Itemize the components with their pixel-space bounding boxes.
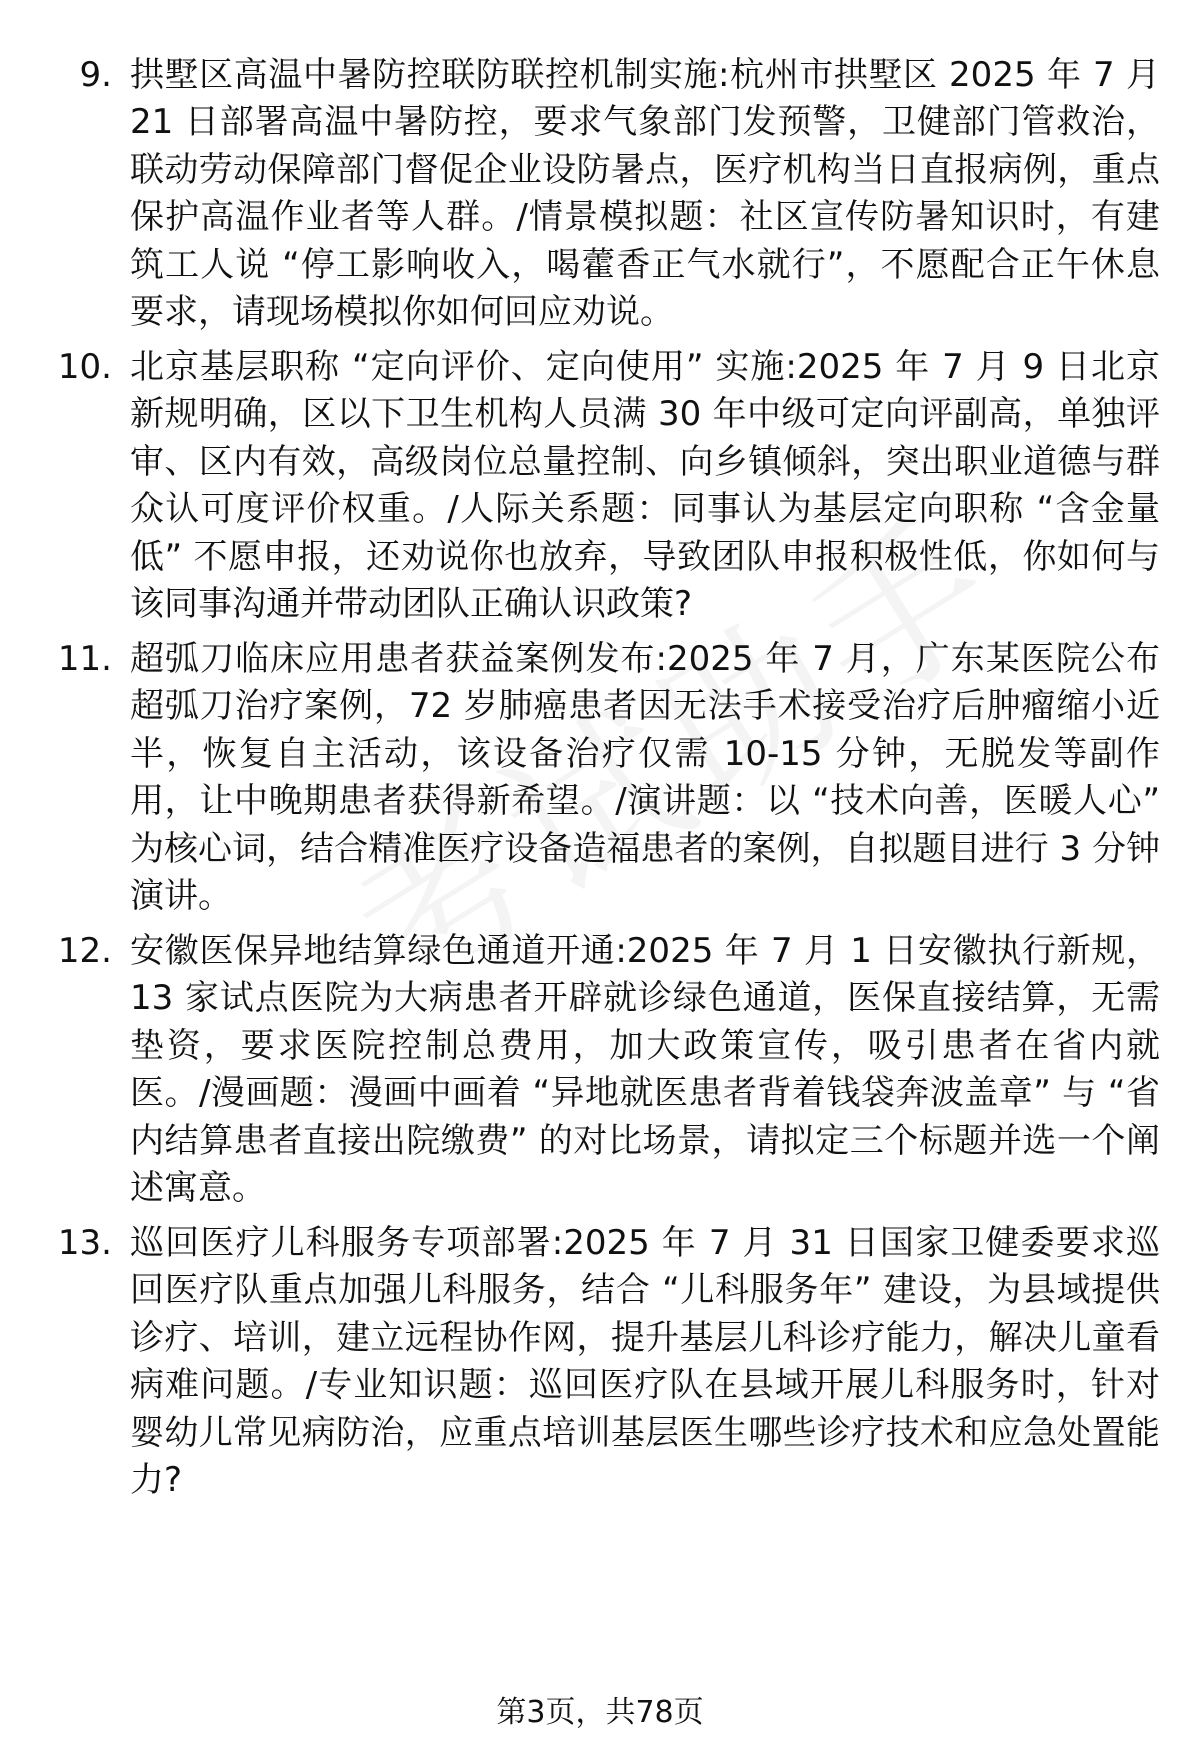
item-number: 9. xyxy=(79,55,112,95)
item-text: 拱墅区高温中暑防控联防联控机制实施:杭州市拱墅区 2025 年 7 月 21 日部署高温中暑防控，要求气象部门发预警，卫健部门管救治，联动劳动保障部门督促企业设防暑点，医疗机构当日直报病例，重点保护高温作业者等人群。/情景模拟题：社区宣传防暑知识时，有建筑工人说 “停工影响收入，喝藿香正气水就行”，不愿配合正午休息要求，请现场模拟你如何回应劝说。 xyxy=(130,55,1160,333)
page-footer: 第3页，共78页 xyxy=(496,1695,704,1730)
item-text: 巡回医疗儿科服务专项部署:2025 年 7 月 31 日国家卫健委要求巡回医疗队重点加强儿科服务，结合 “儿科服务年” 建设，为县域提供诊疗、培训，建立远程协作网，提升基层儿科诊疗能力，解决儿童看病难问题。/专业知识题：巡回医疗队在县域开展儿科服务时，针对婴幼儿常见病防治，应重点培训基层医生哪些诊疗技术和应急处置能力? xyxy=(130,1223,1160,1501)
item-text: 安徽医保异地结算绿色通道开通:2025 年 7 月 1 日安徽执行新规，13 家试点医院为大病患者开辟就诊绿色通道，医保直接结算，无需垫资，要求医院控制总费用，加大政策宣传，吸引患者在省内就医。/漫画题：漫画中画着 “异地就医患者背着钱袋奔波盖章” 与 “省内结算患者直接出院缴费” 的对比场景，请拟定三个标题并选一个阐述寓意。 xyxy=(130,931,1160,1209)
item-number: 11. xyxy=(57,639,112,679)
item-text: 超弧刀临床应用患者获益案例发布:2025 年 7 月，广东某医院公布超弧刀治疗案例，72 岁肺癌患者因无法手术接受治疗后肿瘤缩小近半，恢复自主活动，该设备治疗仅需 10-15 分钟，无脱发等副作用，让中晚期患者获得新希望。/演讲题：以 “技术向善，医暖人心” 为核心词，结合精准医疗设备造福患者的案例，自拟题目进行 3 分钟演讲。 xyxy=(130,639,1160,917)
item-number: 10. xyxy=(57,347,112,387)
item-number: 13. xyxy=(57,1223,112,1263)
item-text: 北京基层职称 “定向评价、定向使用” 实施:2025 年 7 月 9 日北京新规明确，区以下卫生机构人员满 30 年中级可定向评副高，单独评审、区内有效，高级岗位总量控制、向乡镇倾斜，突出职业道德与群众认可度评价权重。/人际关系题：同事认为基层定向职称 “含金量低” 不愿申报，还劝说你也放弃，导致团队申报积极性低，你如何与该同事沟通并带动团队正确认识政策? xyxy=(130,347,1160,625)
item-number: 12. xyxy=(57,931,112,971)
